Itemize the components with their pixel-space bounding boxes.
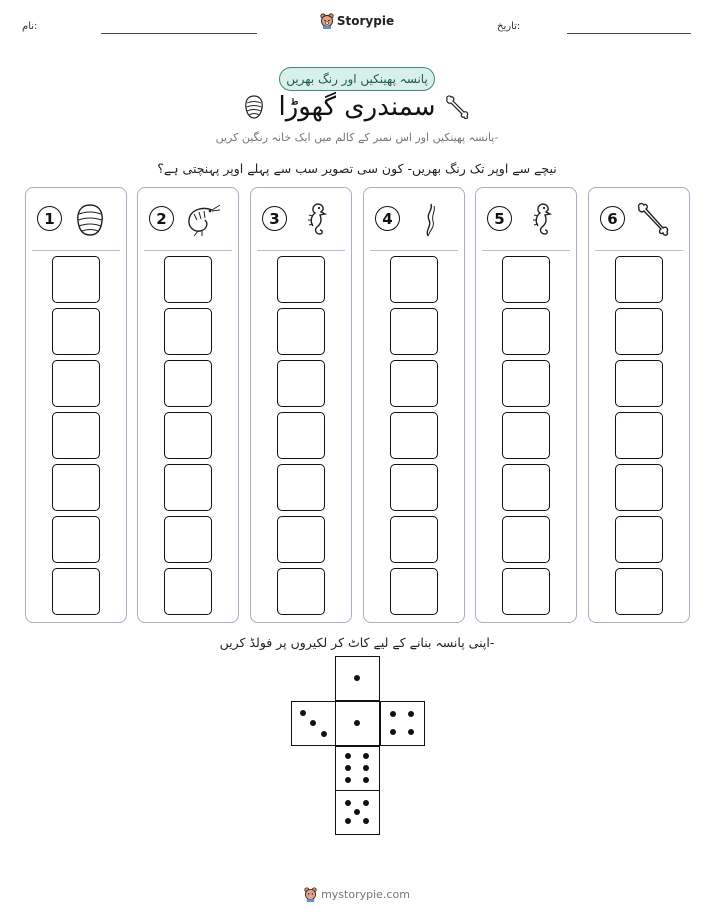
color-box[interactable]	[277, 360, 325, 407]
name-label: نام:	[22, 21, 38, 32]
color-box[interactable]	[164, 308, 212, 355]
color-box[interactable]	[615, 464, 663, 511]
column-5	[475, 187, 577, 623]
page-title: سمندری گھوڑا	[278, 92, 436, 122]
color-box[interactable]	[164, 412, 212, 459]
color-box[interactable]	[52, 360, 100, 407]
column-divider	[482, 250, 570, 251]
date-line[interactable]	[567, 33, 691, 34]
color-box[interactable]	[502, 568, 550, 615]
column-divider	[370, 250, 458, 251]
color-box[interactable]	[52, 516, 100, 563]
column-number: 4	[375, 206, 400, 231]
color-box[interactable]	[502, 360, 550, 407]
color-box[interactable]	[52, 412, 100, 459]
die-pip	[363, 818, 369, 824]
column-2	[137, 187, 239, 623]
color-box[interactable]	[277, 568, 325, 615]
color-box[interactable]	[390, 516, 438, 563]
die-pip	[345, 765, 351, 771]
date-label: تاریخ:	[497, 21, 521, 32]
brand-logo	[0, 13, 714, 29]
footer-url[interactable]: mystorypie.com	[321, 888, 410, 901]
color-box[interactable]	[502, 256, 550, 303]
bear-logo-icon	[304, 887, 317, 902]
color-box[interactable]	[277, 412, 325, 459]
column-6	[588, 187, 690, 623]
color-box[interactable]	[615, 568, 663, 615]
subtitle: پانسہ پھینکیں اور اس نمبر کے کالم میں ایک خانہ رنگین کریں-	[215, 131, 499, 144]
die-pip	[345, 818, 351, 824]
color-box[interactable]	[52, 464, 100, 511]
color-box[interactable]	[390, 360, 438, 407]
die-pip	[408, 711, 414, 717]
column-number: 1	[37, 206, 62, 231]
color-box[interactable]	[277, 256, 325, 303]
color-box[interactable]	[52, 256, 100, 303]
color-box[interactable]	[390, 568, 438, 615]
color-box[interactable]	[615, 360, 663, 407]
color-box[interactable]	[390, 308, 438, 355]
color-box[interactable]	[502, 412, 550, 459]
footer	[0, 887, 714, 902]
color-box[interactable]	[164, 256, 212, 303]
bone-icon	[444, 94, 470, 120]
column-divider	[144, 250, 232, 251]
column-number: 6	[600, 206, 625, 231]
color-box[interactable]	[390, 412, 438, 459]
die-pip	[390, 729, 396, 735]
die-pip	[363, 777, 369, 783]
column-number: 5	[487, 206, 512, 231]
color-box[interactable]	[164, 464, 212, 511]
die-face-left	[291, 701, 336, 746]
die-face-lower	[335, 746, 380, 791]
column-number: 3	[262, 206, 287, 231]
color-box[interactable]	[164, 516, 212, 563]
die-pip	[354, 675, 360, 681]
color-box[interactable]	[615, 412, 663, 459]
column-3	[250, 187, 352, 623]
column-divider	[32, 250, 120, 251]
die-pip	[408, 729, 414, 735]
die-pip	[363, 765, 369, 771]
column-divider	[257, 250, 345, 251]
die-pip	[345, 777, 351, 783]
color-box[interactable]	[390, 464, 438, 511]
column-number: 2	[149, 206, 174, 231]
color-box[interactable]	[277, 308, 325, 355]
die-face-bottom	[335, 790, 380, 835]
color-box[interactable]	[52, 308, 100, 355]
brand-name: Storypie	[336, 14, 395, 28]
die-pip	[300, 710, 306, 716]
game-badge: پانسہ پھینکیں اور رنگ بھریں	[279, 67, 435, 91]
color-box[interactable]	[615, 308, 663, 355]
die-pip	[345, 800, 351, 806]
color-box[interactable]	[502, 516, 550, 563]
question-text: نیچے سے اوپر تک رنگ بھریں- کون سی تصویر سب سے پہلے اوپر پہنچتی ہے؟	[157, 161, 557, 176]
seahorse-icon	[520, 200, 560, 240]
color-box[interactable]	[615, 256, 663, 303]
color-box[interactable]	[277, 464, 325, 511]
color-box[interactable]	[164, 568, 212, 615]
color-box[interactable]	[502, 308, 550, 355]
die-pip	[390, 711, 396, 717]
die-face-right	[380, 701, 425, 746]
shrimp-icon	[182, 200, 222, 240]
die-pip	[345, 753, 351, 759]
color-box[interactable]	[277, 516, 325, 563]
color-box[interactable]	[390, 256, 438, 303]
die-pip	[354, 809, 360, 815]
die-face-top	[335, 656, 380, 701]
column-divider	[595, 250, 683, 251]
cut-fold-instructions: اپنی پانسہ بنانے کے لیے کاٹ کر لکیروں پر فولڈ کریں-	[219, 635, 495, 650]
color-box[interactable]	[164, 360, 212, 407]
die-pip	[321, 731, 327, 737]
column-4	[363, 187, 465, 623]
column-1	[25, 187, 127, 623]
die-pip	[310, 720, 316, 726]
bone-icon	[633, 200, 673, 240]
die-pip	[354, 720, 360, 726]
die-pip	[363, 800, 369, 806]
color-box[interactable]	[52, 568, 100, 615]
die-face-center	[335, 701, 380, 746]
color-box[interactable]	[502, 464, 550, 511]
seaweed-icon	[408, 200, 448, 240]
die-pip	[363, 753, 369, 759]
seahorse-icon	[295, 200, 335, 240]
bear-logo-icon	[320, 13, 334, 29]
shell-icon	[70, 200, 110, 240]
name-line[interactable]	[101, 33, 257, 34]
color-box[interactable]	[615, 516, 663, 563]
